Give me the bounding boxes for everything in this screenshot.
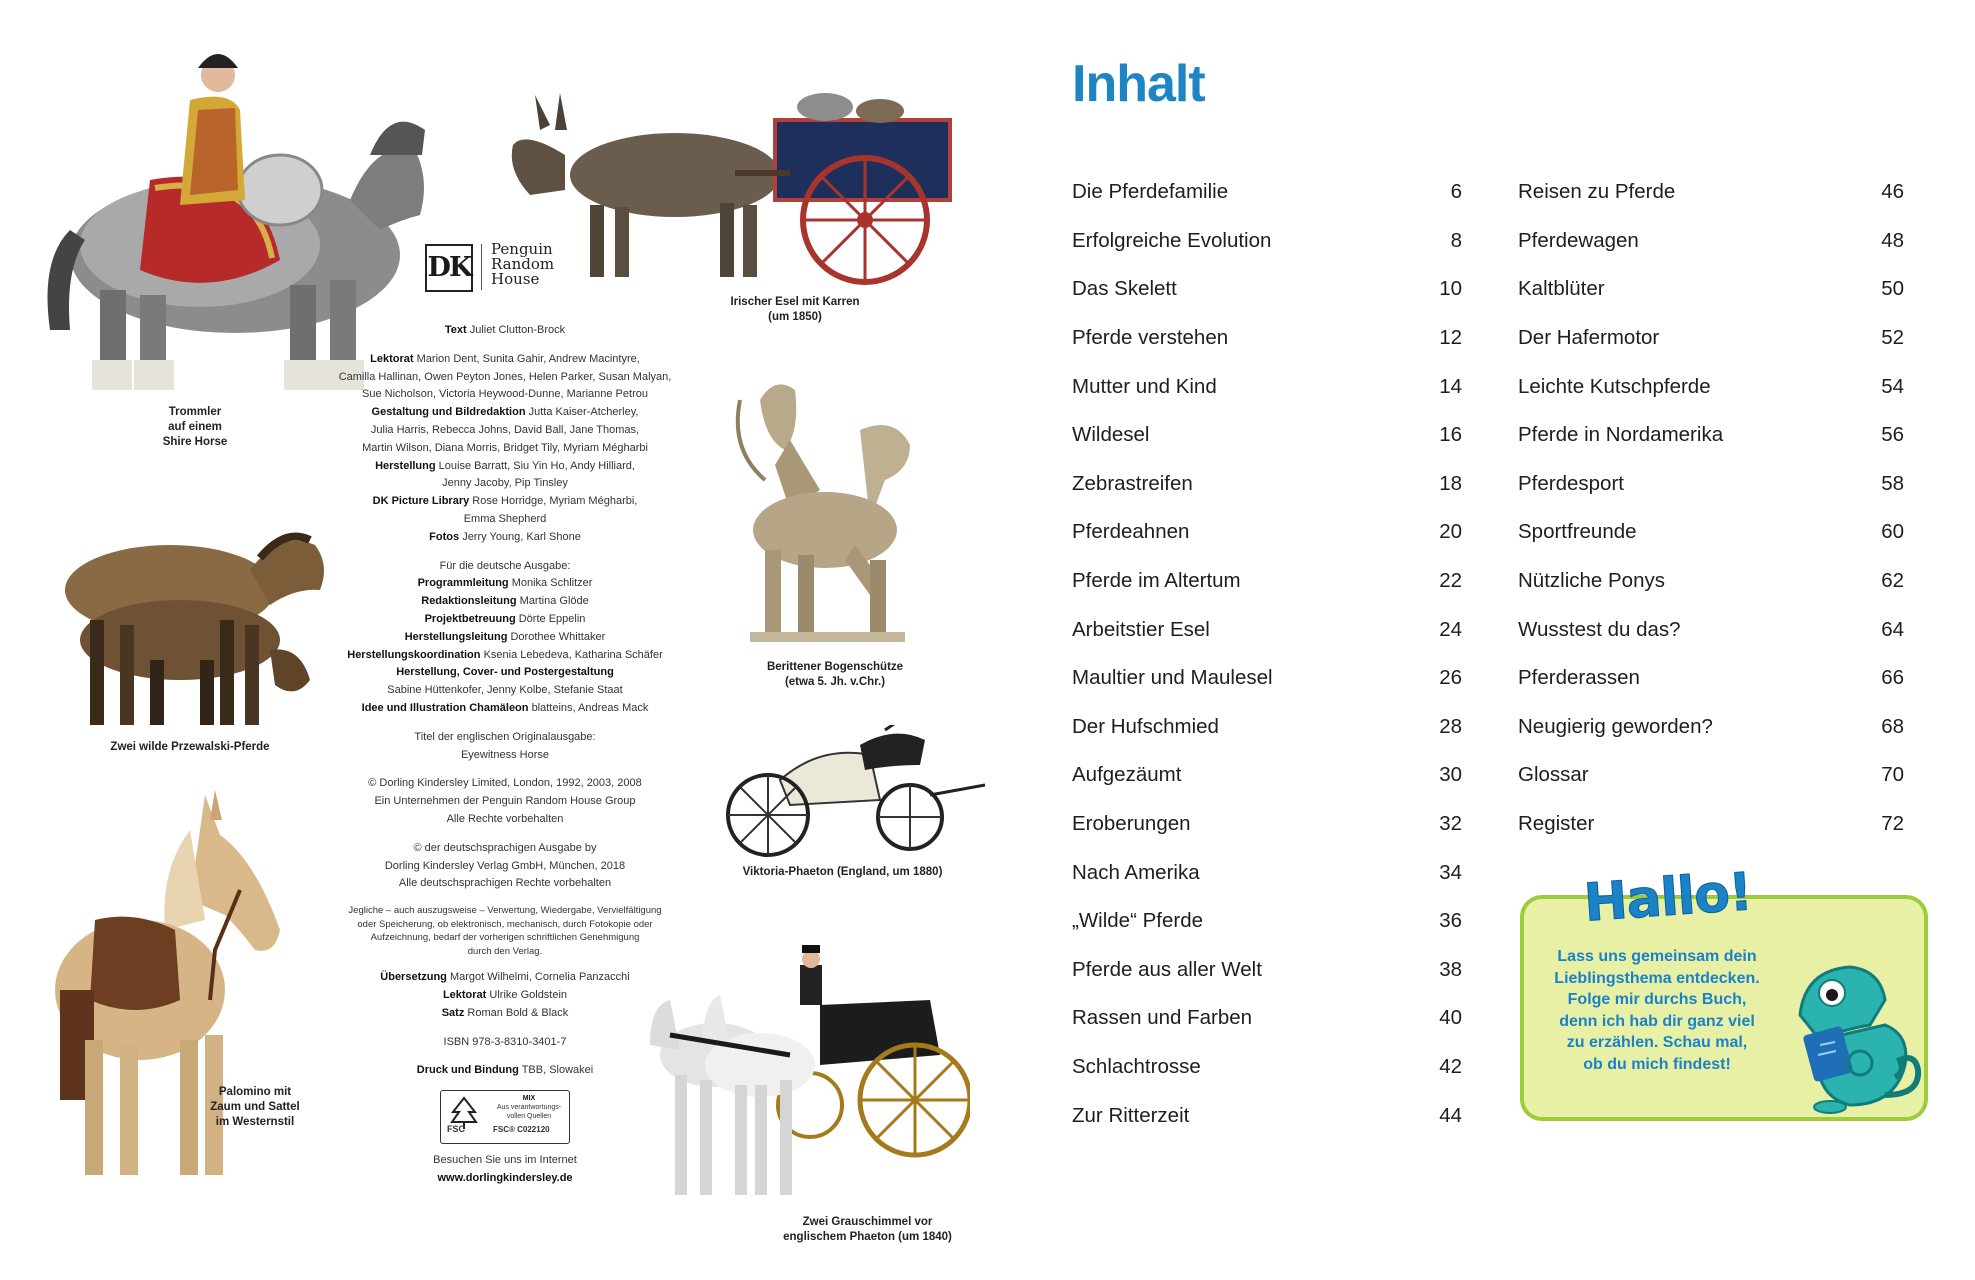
toc-entry-label: Register: [1518, 812, 1595, 836]
legal-notice: Jegliche – auch auszugsweise – Verwertung, Wiedergabe, Vervielfältigung oder Speicherung, ob elektronisch, mechanisch, durch Fotokopie oder Aufzeichnung, bedarf der vorherigen schriftlichen Genehmigung durch den Verlag.: [348, 905, 662, 957]
toc-entry-label: Wildesel: [1072, 423, 1150, 447]
credit-line: Idee und Illustration Chamäleon blatteins, Andreas Mack: [361, 701, 649, 714]
toc-entry-label: Mutter und Kind: [1072, 374, 1217, 398]
toc-entry-label: Schlachtrosse: [1072, 1054, 1201, 1078]
toc-entry[interactable]: [1518, 508, 1904, 557]
toc-entry[interactable]: [1072, 460, 1462, 509]
credit-line: Gestaltung und Bildredaktion Jutta Kaiser-Atcherley,: [371, 406, 639, 419]
toc-entry-label: Zebrastreifen: [1072, 471, 1193, 495]
imprint-credits: [320, 351, 690, 547]
toc-entry-page: 48: [1881, 228, 1904, 252]
toc-entry-label: Nützliche Ponys: [1518, 569, 1665, 593]
toc-entry-page: 24: [1439, 617, 1462, 641]
dk-penguin-logo: [425, 240, 590, 296]
toc-entry[interactable]: [1072, 897, 1462, 946]
original-title: Eyewitness Horse: [460, 748, 550, 761]
credit-line: Herstellung Louise Barratt, Siu Yin Ho, Andy Hilliard,: [375, 459, 635, 472]
credit-line: Emma Shepherd: [463, 512, 547, 525]
page-title: Inhalt: [1072, 55, 1205, 113]
toc-entry-page: 28: [1439, 714, 1462, 738]
toc-entry[interactable]: [1072, 1091, 1462, 1140]
toc-entry-label: Reisen zu Pferde: [1518, 180, 1676, 204]
toc-entry-page: 38: [1439, 957, 1462, 981]
caption-grauschimmel: Zwei Grauschimmel vor englischem Phaeton (um 1840): [783, 1216, 952, 1243]
toc-entry-page: 18: [1439, 471, 1462, 495]
toc-entry-label: Zur Ritterzeit: [1072, 1103, 1190, 1127]
toc-entry-page: 32: [1439, 812, 1462, 836]
credit-line: Redaktionsleitung Martina Glöde: [421, 595, 589, 608]
toc-entry[interactable]: [1072, 362, 1462, 411]
toc-entry[interactable]: [1518, 411, 1904, 460]
toc-entry-page: 56: [1881, 423, 1904, 447]
toc-entry-page: 72: [1881, 812, 1904, 836]
toc-entry-label: Pferde aus aller Welt: [1072, 957, 1262, 981]
toc-entry[interactable]: [1518, 168, 1904, 217]
toc-entry[interactable]: [1072, 1043, 1462, 1092]
toc-entry-label: Der Hafermotor: [1518, 326, 1660, 350]
toc-entry-page: 54: [1881, 374, 1904, 398]
toc-entry-page: 8: [1450, 228, 1462, 252]
toc-left-column: [1072, 168, 1462, 1140]
credit-line: Übersetzung Margot Wilhelmi, Cornelia Panzacchi: [380, 971, 630, 984]
caption-viktoria-phaeton: Viktoria-Phaeton (England, um 1880): [742, 866, 943, 878]
credit-line: Herstellung, Cover- und Postergestaltung: [396, 666, 614, 679]
credit-line: Sue Nicholson, Victoria Heywood-Dunne, Marianne Petrou: [362, 388, 648, 401]
hallo-title: Hallo!: [1582, 862, 1754, 934]
credit-line: Herstellungsleitung Dorothee Whittaker: [404, 630, 606, 643]
credit-line: Lektorat Ulrike Goldstein: [442, 988, 568, 1001]
toc-entry[interactable]: [1518, 217, 1904, 266]
przewalski-horses-image: [30, 510, 335, 735]
toc-entry-page: 22: [1439, 569, 1462, 593]
hallo-text: Lass uns gemeinsam dein Lieblingsthema entdecken. Folge mir durchs Buch, denn ich hab dir ganz viel zu erzählen. Schau mal, ob du mich findest!: [1554, 948, 1760, 1073]
chameleon-mascot-image: [1780, 945, 1925, 1115]
credit-line: Jenny Jacoby, Pip Tinsley: [442, 477, 568, 490]
caption-palomino: Palomino mit Zaum und Sattel im Westernstil: [210, 1086, 300, 1128]
toc-entry-page: 52: [1881, 326, 1904, 350]
credit-line: Programmleitung Monika Schlitzer: [417, 577, 593, 590]
toc-entry[interactable]: [1072, 848, 1462, 897]
toc-entry[interactable]: [1072, 994, 1462, 1043]
toc-entry-page: 50: [1881, 277, 1904, 301]
toc-entry-page: 62: [1881, 569, 1904, 593]
credit-line: Lektorat Marion Dent, Sunita Gahir, Andrew Macintyre,: [370, 352, 640, 365]
toc-entry-page: 46: [1881, 180, 1904, 204]
credit-line: Projektbetreuung Dörte Eppelin: [424, 612, 586, 625]
toc-entry[interactable]: [1072, 654, 1462, 703]
toc-entry[interactable]: [1072, 508, 1462, 557]
toc-entry[interactable]: [1072, 168, 1462, 217]
toc-entry[interactable]: [1518, 751, 1904, 800]
caption-irischer-esel: Irischer Esel mit Karren (um 1850): [730, 296, 860, 323]
toc-entry-page: 70: [1881, 763, 1904, 787]
toc-entry-page: 12: [1439, 326, 1462, 350]
toc-entry-page: 36: [1439, 909, 1462, 933]
isbn: ISBN 978-3-8310-3401-7: [443, 1035, 567, 1048]
toc-entry-page: 20: [1439, 520, 1462, 544]
website-url[interactable]: www.dorlingkindersley.de: [437, 1171, 573, 1184]
toc-entry-page: 58: [1881, 471, 1904, 495]
imprint-text-author: Text Juliet Clutton-Brock: [444, 324, 566, 336]
toc-entry-label: Pferdeahnen: [1072, 520, 1190, 544]
toc-entry[interactable]: [1518, 557, 1904, 606]
toc-entry-label: Arbeitstier Esel: [1072, 617, 1210, 641]
toc-entry-page: 42: [1439, 1054, 1462, 1078]
toc-entry[interactable]: [1518, 460, 1904, 509]
toc-entry-page: 30: [1439, 763, 1462, 787]
toc-entry-page: 16: [1439, 423, 1462, 447]
toc-entry[interactable]: [1072, 800, 1462, 849]
toc-entry-page: 26: [1439, 666, 1462, 690]
toc-entry-label: Pferde im Altertum: [1072, 569, 1241, 593]
toc-entry-label: Das Skelett: [1072, 277, 1177, 301]
toc-entry[interactable]: [1072, 946, 1462, 995]
toc-entry-label: Maultier und Maulesel: [1072, 666, 1273, 690]
palomino-horse-image: [40, 790, 290, 1190]
toc-entry[interactable]: [1518, 362, 1904, 411]
toc-entry-page: 6: [1450, 180, 1462, 204]
credit-line: Camilla Hallinan, Owen Peyton Jones, Helen Parker, Susan Malyan,: [338, 370, 672, 383]
toc-entry-page: 14: [1439, 374, 1462, 398]
penguin-random-house-text: Penguin Random House: [491, 240, 555, 288]
toc-entry-label: Pferde verstehen: [1072, 326, 1229, 350]
toc-entry-label: Nach Amerika: [1072, 860, 1200, 884]
credit-line: Julia Harris, Rebecca Johns, David Ball, Jane Thomas,: [370, 423, 640, 436]
credit-line: Fotos Jerry Young, Karl Shone: [429, 530, 581, 543]
toc-entry-label: Der Hufschmied: [1072, 714, 1219, 738]
mounted-archer-statue-image: [720, 370, 930, 650]
credit-line: Satz Roman Bold & Black: [441, 1006, 569, 1019]
toc-entry[interactable]: [1518, 265, 1904, 314]
caption-bogenschuetze: Berittener Bogenschütze (etwa 5. Jh. v.Chr.): [766, 661, 904, 688]
toc-entry-page: 10: [1439, 277, 1462, 301]
toc-entry-label: Neugierig geworden?: [1518, 714, 1713, 738]
toc-entry-label: Wusstest du das?: [1518, 617, 1681, 641]
toc-entry[interactable]: [1072, 217, 1462, 266]
toc-entry[interactable]: [1072, 751, 1462, 800]
fsc-logo: FSC MIX Aus verantwortungs-vollen Quellen FSC® C022120: [440, 1090, 570, 1144]
toc-entry-page: 34: [1439, 860, 1462, 884]
toc-entry[interactable]: [1072, 411, 1462, 460]
print-info: Druck und Bindung TBB, Slowakei: [416, 1064, 594, 1077]
copyright-de: © der deutschsprachigen Ausgabe by Dorling Kindersley Verlag GmbH, München, 2018 Alle deutschsprachigen Rechte vorbehalten: [384, 841, 626, 890]
visit-text: Besuchen Sie uns im Internet: [433, 1154, 577, 1167]
credit-line: Sabine Hüttenkofer, Jenny Kolbe, Stefanie Staat: [387, 684, 623, 697]
toc-entry[interactable]: [1072, 557, 1462, 606]
caption-przewalski: Zwei wilde Przewalski-Pferde: [110, 741, 270, 753]
toc-entry-label: Sportfreunde: [1518, 520, 1637, 544]
toc-entry-label: Aufgezäumt: [1072, 763, 1182, 787]
toc-entry-page: 64: [1881, 617, 1904, 641]
toc-entry-label: Pferdesport: [1518, 471, 1624, 495]
toc-entry[interactable]: [1518, 654, 1904, 703]
toc-entry-page: 40: [1439, 1006, 1462, 1030]
viktoria-phaeton-image: [710, 725, 990, 860]
toc-entry-label: Erfolgreiche Evolution: [1072, 228, 1272, 252]
grauschimmel-phaeton-image: [640, 945, 970, 1210]
credit-line: Herstellungskoordination Ksenia Lebedeva, Katharina Schäfer: [347, 648, 663, 661]
toc-entry-label: „Wilde“ Pferde: [1072, 909, 1204, 933]
toc-entry-label: Rassen und Farben: [1072, 1006, 1253, 1030]
toc-entry[interactable]: [1072, 314, 1462, 363]
toc-entry[interactable]: [1518, 314, 1904, 363]
toc-entry-label: Kaltblüter: [1518, 277, 1605, 301]
toc-entry-label: Die Pferdefamilie: [1072, 180, 1229, 204]
toc-entry-label: Pferde in Nordamerika: [1518, 423, 1724, 447]
imprint-block: [320, 322, 690, 1188]
toc-entry-label: Eroberungen: [1072, 812, 1191, 836]
toc-right-column: [1518, 168, 1904, 848]
toc-entry-page: 66: [1881, 666, 1904, 690]
toc-entry[interactable]: [1518, 703, 1904, 752]
credit-line: DK Picture Library Rose Horridge, Myriam Mégharbi,: [372, 495, 638, 508]
toc-entry[interactable]: [1072, 703, 1462, 752]
toc-entry-page: 44: [1439, 1103, 1462, 1127]
toc-entry[interactable]: [1518, 605, 1904, 654]
credit-line: Martin Wilson, Diana Morris, Bridget Tily, Myriam Mégharbi: [362, 441, 648, 454]
toc-entry-label: Pferdewagen: [1518, 228, 1639, 252]
toc-entry-page: 68: [1881, 714, 1904, 738]
toc-entry[interactable]: [1518, 800, 1904, 849]
german-edition-intro: Für die deutsche Ausgabe:: [439, 559, 571, 572]
toc-entry-label: Pferderassen: [1518, 666, 1640, 690]
toc-entry-label: Leichte Kutschpferde: [1518, 374, 1711, 398]
dk-mark: DK: [425, 244, 473, 292]
translation-credits: [320, 969, 690, 1022]
toc-entry-label: Glossar: [1518, 763, 1589, 787]
original-title-label: Titel der englischen Originalausgabe:: [414, 730, 596, 743]
toc-entry-page: 60: [1881, 520, 1904, 544]
toc-entry[interactable]: [1072, 265, 1462, 314]
copyright-en: © Dorling Kindersley Limited, London, 1992, 2003, 2008 Ein Unternehmen der Penguin Random House Group Alle Rechte vorbehalten: [368, 777, 642, 825]
caption-trommler: Trommler auf einem Shire Horse: [162, 406, 228, 448]
toc-entry[interactable]: [1072, 605, 1462, 654]
german-credits: [320, 575, 690, 717]
